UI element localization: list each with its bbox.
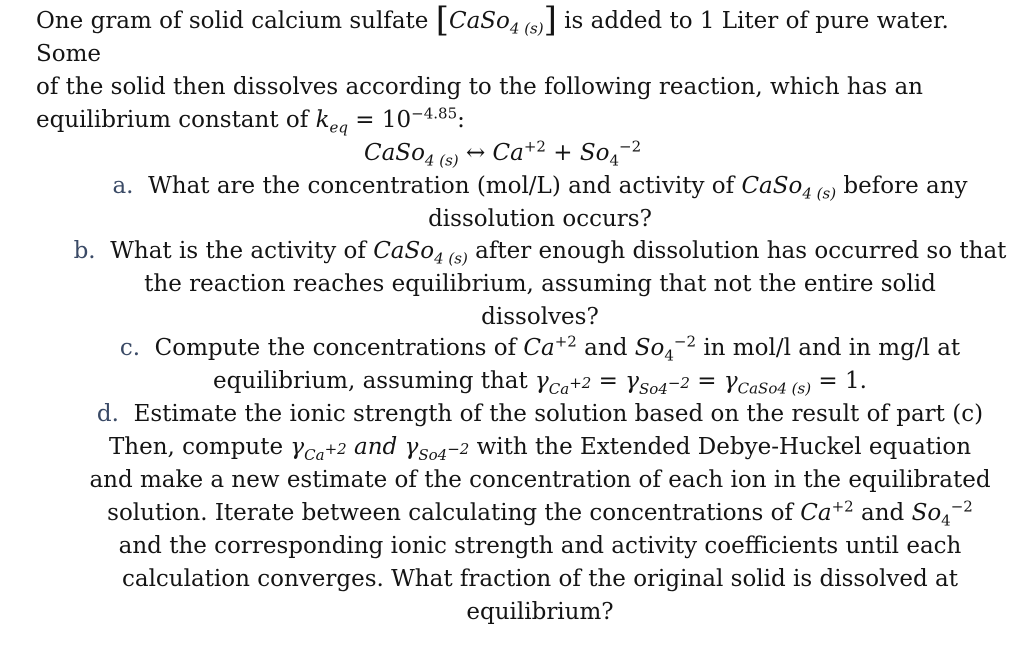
subscript-text: 4 (s)	[777, 379, 812, 398]
charge: +2	[554, 332, 577, 351]
ion: Ca	[800, 500, 832, 526]
subscript-text: So	[418, 445, 438, 464]
base: 10	[381, 107, 412, 133]
intro-line-3	[36, 104, 996, 137]
question-b	[70, 235, 1010, 334]
charge: +2	[569, 373, 592, 392]
subscript	[548, 373, 592, 398]
question-text: before any	[836, 173, 968, 199]
question-d-line-3: and make a new estimate of the concentration of each ion in the equilibrated	[89, 467, 991, 493]
question-label: a.	[112, 173, 134, 199]
subscript	[639, 373, 690, 398]
charge: −2	[667, 373, 690, 392]
equilibrium-arrow: ↔	[458, 140, 493, 166]
subscript: 4	[609, 151, 620, 170]
subscript	[738, 380, 811, 398]
colon: :	[457, 107, 465, 133]
question-text: with the Extended Debye-Huckel equation	[469, 434, 972, 460]
subscript-text: CaSo	[737, 379, 778, 398]
reaction-equation	[36, 137, 996, 170]
activity-coefficient: γ	[404, 434, 419, 460]
subscript: 4 (s)	[424, 151, 459, 170]
subscript: 4 (s)	[802, 184, 837, 203]
subscript: 4	[941, 511, 951, 530]
question-b-line-3: dissolves?	[481, 304, 599, 330]
intro-line-1	[36, 0, 996, 71]
charge: −2	[950, 497, 973, 516]
question-text: after enough dissolution has occurred so that	[467, 238, 1007, 264]
charge: +2	[324, 439, 347, 458]
question-d-line-5: and the corresponding ionic strength and activity coefficients until each	[118, 533, 962, 559]
question-a	[100, 170, 980, 236]
question-text: Compute the concentrations of	[154, 335, 524, 361]
ion: So	[911, 500, 942, 526]
exponent: −4.85	[411, 104, 458, 123]
equals-sign: =	[347, 107, 382, 133]
charge: −2	[619, 137, 642, 156]
intro-line-2: of the solid then dissolves according to the following reaction, which has an	[36, 74, 923, 100]
question-b-line-1	[70, 235, 1010, 268]
activity-coefficient: γ	[290, 434, 305, 460]
question-c	[100, 332, 980, 398]
activity-coefficient: γ	[723, 368, 738, 394]
ion: So	[634, 335, 665, 361]
question-text: in mol/l and in mg/l at	[696, 335, 961, 361]
subscript-text: 4	[658, 379, 668, 398]
question-text: = 1.	[811, 368, 867, 394]
question-text: What is the activity of	[110, 238, 374, 264]
question-text: and	[576, 335, 635, 361]
subscript-text: Ca	[304, 445, 325, 464]
charge: −2	[447, 439, 470, 458]
activity-coefficient: γ	[625, 368, 639, 394]
subscript: 4 (s)	[434, 249, 468, 268]
subscript	[418, 439, 470, 464]
question-text: equilibrium, assuming that	[213, 368, 536, 394]
question-a-line-2: dissolution occurs?	[428, 206, 652, 232]
question-a-line-1	[100, 170, 980, 203]
question-c-line-1	[100, 332, 980, 365]
question-text: and	[346, 434, 405, 460]
ion: Ca	[523, 335, 555, 361]
formula: CaSo	[741, 173, 803, 199]
question-text: Then, compute	[108, 434, 291, 460]
subscript: eq	[329, 118, 348, 137]
problem-intro	[36, 0, 996, 170]
question-b-line-2: the reaction reaches equilibrium, assuming that not the entire solid	[144, 271, 936, 297]
question-d-line-2	[80, 431, 1000, 464]
question-label: c.	[119, 335, 141, 361]
formula-subscript: 4 (s)	[509, 19, 544, 38]
product-ion: Ca	[492, 140, 524, 166]
equilibrium-constant-symbol: k	[315, 107, 330, 133]
question-text: What are the concentration (mol/L) and activity of	[148, 173, 742, 199]
question-label: d.	[96, 401, 119, 427]
bracket: ]	[543, 0, 557, 40]
question-d-line-7: equilibrium?	[466, 599, 614, 625]
plus-sign: +	[545, 140, 580, 166]
formula: CaSo	[373, 238, 435, 264]
question-label: b.	[73, 238, 96, 264]
intro-text: is added to 1 Liter of pure water. Some	[36, 8, 949, 67]
charge: +2	[831, 497, 854, 516]
product-ion: So	[579, 140, 610, 166]
question-d	[80, 398, 1000, 629]
equals-sign: =	[689, 368, 724, 394]
subscript-text: 4	[437, 445, 448, 464]
question-text: and	[853, 500, 912, 526]
subscript: 4	[664, 346, 674, 365]
charge: −2	[673, 332, 697, 351]
subscript	[304, 439, 347, 464]
intro-text: One gram of solid calcium sulfate	[36, 8, 436, 34]
formula: CaSo	[448, 8, 510, 34]
subscript-text: Ca	[548, 379, 570, 398]
intro-text: equilibrium constant of	[36, 107, 316, 133]
question-c-line-2	[100, 365, 980, 398]
reactant: CaSo	[364, 140, 425, 166]
question-text: solution. Iterate between calculating the concentrations of	[107, 500, 801, 526]
subscript-text: So	[639, 379, 659, 398]
question-d-line-6: calculation converges. What fraction of the original solid is dissolved at	[121, 566, 959, 592]
activity-coefficient: γ	[535, 368, 549, 394]
equals-sign: =	[591, 368, 626, 394]
question-d-line-4	[80, 497, 1000, 530]
bracket: [	[435, 0, 449, 40]
question-d-line-1	[80, 398, 1000, 431]
question-text: Estimate the ionic strength of the solution based on the result of part (c)	[133, 401, 984, 427]
charge: +2	[523, 137, 546, 156]
